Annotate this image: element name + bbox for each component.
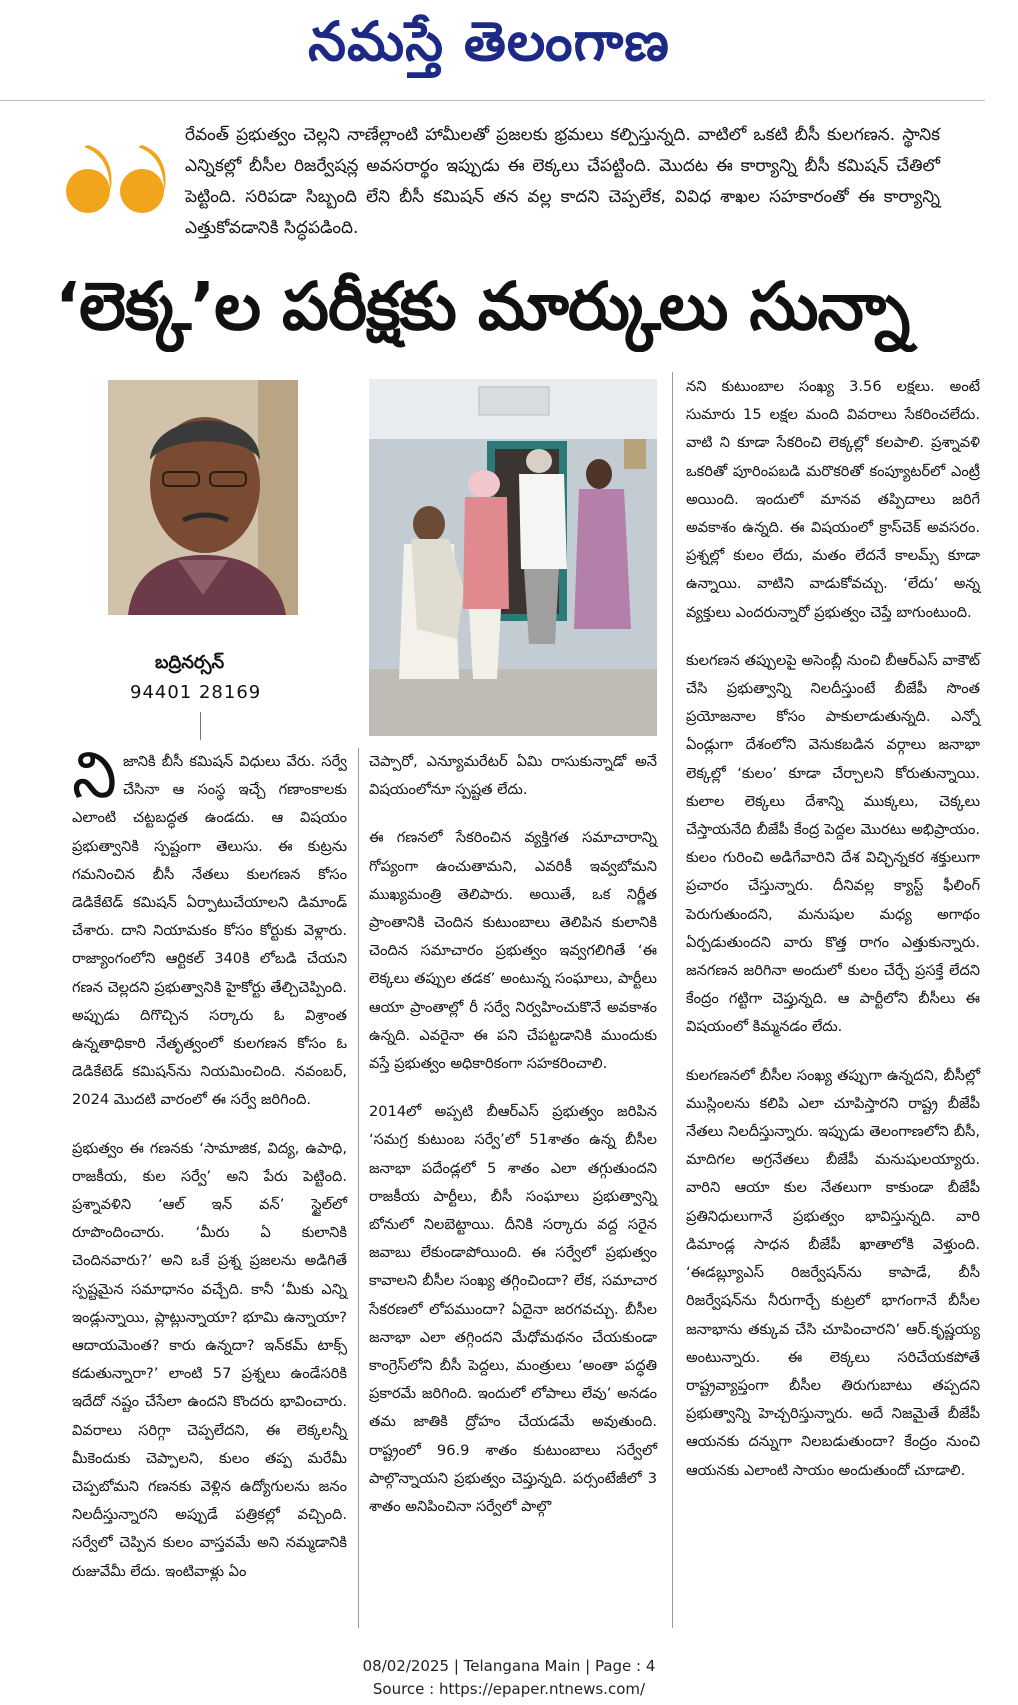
- drop-cap: ని: [72, 739, 117, 813]
- column-2-paragraph-2: ఈ గణనలో సేకరించిన వ్యక్తిగత సమాచారాన్ని గోప్యంగా ఉంచుతామని, ఎవరికీ ఇవ్వబోమని ముఖ్యమంత్రి తెలిపారు. అయితే, ఒక నిర్ణీత ప్రాంతానికి చెందిన కుటుంబాలు తెలిపిన కులానికి చెందిన సమాచారం ప్రభుత్వం ఇవ్వగలిగితే ‘ఈ లెక్కలు తప్పుల తడక’ అంటున్న సంఘాలు, పార్టీలు ఆయా ప్రాంతాల్లో రీ సర్వే నిర్వహించుకొనే అవకాశం ఉన్నది. ఎవరైనా ఈ పని చేపట్టడానికి ముందుకు వస్తే ప్రభుత్వం అధికారికంగా సహకరించాలి.: [369, 829, 657, 1073]
- survey-photo: [369, 379, 657, 736]
- footer-source: Source : https://epaper.ntnews.com/: [372, 1680, 646, 1698]
- column-1-paragraph-2: ప్రభుత్వం ఈ గణనకు ‘సామాజిక, విద్య, ఉపాధి, రాజకీయ, కుల సర్వే’ అని పేరు పెట్టింది. ప్రశ్నావళిని ‘ఆల్ ఇన్ వన్’ స్టైల్‌లో రూపొందించారు. ‘మీరు ఏ కులానికి చెందినవారు?’ అని ఒకే ప్రశ్న ప్రజలను అడిగితే స్పష్టమైన సమాధానం వచ్చేది. కానీ ‘మీకు ఎన్ని ఇండ్లున్నాయి, ప్లాట్లున్నాయా? భూమి ఉన్నాయా? ఆదాయమెంత? కారు ఉన్నదా? ఇన్‌కమ్ టాక్స్ కడుతున్నారా?’ లాంటి 57 ప్రశ్నలు ఉండేసరికి ఇదేదో నష్టం చేసేలా ఉందని కొందరు భావించారు. వివరాలు సరిగ్గా చెప్పలేదని, ఈ లెక్కలన్నీ మీకెందుకు చెప్పాలని, కులం తప్ప మరేమీ చెప్పబోమని గణనకు వెళ్లిన ఉద్యోగులను జనం నిలదీస్తున్నారని అప్పుడే పత్రికల్లో వచ్చింది. సర్వేలో చెప్పిన కులం వాస్తవమే అని నమ్మడానికి రుజువేమీ లేదు. ఇంటివాళ్లు ఏం: [72, 1139, 347, 1580]
- masthead-divider: [0, 100, 985, 101]
- intro-pullquote: రేవంత్ ప్రభుత్వం చెల్లని నాణేల్లాంటి హామీలతో ప్రజలకు భ్రమలు కల్పిస్తున్నది. వాటిలో ఒకటి బీసీ కులగణన. స్థానిక ఎన్నికల్లో బీసీల రిజర్వేషన్ల అవసరార్థం ఇప్పుడు ఈ లెక్కలు చేపట్టింది. మొదట ఈ కార్యాన్ని బీసీ కమిషన్ చేతిలో పెట్టింది. సరిపడా సిబ్బంది లేని బీసీ కమిషన్ తన వల్ల కాదని చెప్పలేక, వివిధ శాఖల సహకారంతో ఈ కార్యాన్ని ఎత్తుకోవడానికి సిద్ధపడింది.: [185, 125, 940, 238]
- quote-icon: [66, 145, 166, 215]
- column-3: [686, 373, 980, 1485]
- author-divider: [200, 712, 201, 740]
- column-1-paragraph-1: జానికి బీసీ కమిషన్ విధులు వేరు. సర్వే చేసినా ఆ సంస్థ ఇచ్చే గణాంకాలకు ఎలాంటి చట్టబద్ధత ఉండదు. ఆ విషయం ప్రభుత్వానికి స్పష్టంగా తెలుసు. ఈ కుట్రను గమనించిన బీసీ నేతలు కులగణన కోసం డెడికేటెడ్ కమిషన్ ఏర్పాటుచేయాలని డిమాండ్ చేశారు. దాని నియామకం కోసం కోర్టుకు వెళ్లారు. రాజ్యాంగంలోని ఆర్టికల్ 340కి లోబడి చేయని గణన చెల్లదని ప్రభుత్వానికి హైకోర్టు తేల్చిచెప్పింది. అప్పుడు దిగొచ్చిన సర్కారు ఓ విశ్రాంత ఉన్నతాధికారి నేతృత్వంలో కులగణన కోసం ఓ డెడికేటెడ్ కమిషన్‌ను నియమించింది. నవంబర్, 2024 మొదటి వారంలో ఈ సర్వే జరిగింది.: [72, 753, 347, 1109]
- article-headline: ‘లెక్క’ల పరీక్షకు మార్కులు సున్నా: [55, 268, 910, 345]
- footer-edition-info: 08/02/2025 | Telangana Main | Page : 4: [362, 1657, 656, 1675]
- author-photo: [108, 380, 298, 615]
- author-phone: 94401 28169: [130, 682, 262, 703]
- column-2-paragraph-3: 2014లో అప్పటి బీఆర్‌ఎస్ ప్రభుత్వం జరిపిన ‘సమగ్ర కుటుంబ సర్వే’లో 51శాతం ఉన్న బీసీల జనాభా పదేండ్లలో 5 శాతం ఎలా తగ్గుతుందని రాజకీయ పార్టీలు, బీసీ సంఘాలు ప్రభుత్వాన్ని బోనులో నిలబెట్టాయి. దీనికి సర్కారు వద్ద సరైన జవాబు లేకుండాపోయింది. ఈ సర్వేలో ప్రభుత్వం కావాలని బీసీల సంఖ్య తగ్గించిందా? లేక, సమాచార సేకరణలో లోపముందా? ఏదైనా జరగవచ్చు. బీసీల జనాభా ఎలా తగ్గిందని మేధోమథనం చేయకుండా కాంగ్రెస్‌లోని బీసీ పెద్దలు, మంత్రులు ‘అంతా పద్ధతి ప్రకారమే జరిగింది. ఇందులో లోపాలు లేవు’ అనడం తమ జాతికి ద్రోహం చేయడమే అవుతుంది. రాష్ట్రంలో 96.9 శాతం కుటుంబాలు సర్వేలో పాల్గొన్నాయని ప్రభుత్వం చెప్తున్నది. పర్సంటేజీలో 3 శాతం అనిపించినా సర్వేలో పాల్గొ: [369, 1103, 657, 1516]
- column-3-paragraph-2: కులగణన తప్పులపై అసెంబ్లీ నుంచి బీఆర్‌ఎస్ వాకౌట్ చేసి ప్రభుత్వాన్ని నిలదీస్తుంటే బీజేపీ సొంత ప్రయోజనాల కోసం పాకులాడుతున్నది. ఎన్నో ఏండ్లుగా దేశంలోని వెనుకబడిన వర్గాలు జనాభా లెక్కల్లో ‘కులం’ కూడా చేర్చాలని కోరుతున్నాయి. కులాల లెక్కలు దేశాన్ని ముక్కలు, చెక్కలు చేస్తాయనేది బీజేపీ కేంద్ర పెద్దల మొరటు అభిప్రాయం. కులం గురించి అడిగేవారిని దేశ విచ్ఛిన్నకర శక్తులుగా ప్రచారం చేస్తున్నారు. దీనివల్ల క్యాస్ట్ ఫీలింగ్ పెరుగుతుందని, మనుషుల మధ్య అగాథం ఏర్పడుతుందని వారు కొత్త రాగం ఎత్తుకున్నారు. జనగణన జరిగినా అందులో కులం చేర్చే ప్రసక్తే లేదని కేంద్రం గట్టిగా చెప్తున్నది. ఆ పార్టీలోని బీసీలు ఈ విషయంలో కిమ్మనడం లేదు.: [686, 651, 980, 1036]
- column-1: [72, 739, 347, 1586]
- column-divider: [672, 372, 673, 1628]
- column-3-paragraph-1: నని కుటుంబాల సంఖ్య 3.56 లక్షలు. అంటే సుమారు 15 లక్షల మంది వివరాలు సేకరించలేదు. వాటి ని కూడా సేకరించి లెక్కల్లో కలపాలి. ప్రశ్నావళి ఒకరితో పూరింపబడి మరొకరితో కంప్యూటర్‌లో ఎంట్రీ అయింది. ఇందులో మానవ తప్పిదాలు జరిగే అవకాశం ఉన్నది. ఈ విషయంలో క్రాస్‌చెక్ అవసరం. ప్రశ్నల్లో కులం లేదు, మతం లేదనే కాలమ్స్ కూడా ఉన్నాయి. వాటిని వాడుకోవచ్చు. ‘లేదు’ అన్న వ్యక్తులు ఎందరున్నారో ప్రభుత్వం చెప్తే బాగుంటుంది.: [686, 378, 980, 621]
- masthead: [0, 0, 1018, 100]
- column-2: [369, 748, 657, 1521]
- column-2-paragraph-1: చెప్పారో, ఎన్యూమరేటర్ ఏమి రాసుకున్నాడో అనే విషయంలోనూ స్పష్టత లేదు.: [369, 753, 657, 799]
- column-divider: [358, 748, 359, 1628]
- newspaper-logo: నమస్తే తెలంగాణ: [308, 10, 670, 73]
- column-3-paragraph-3: కులగణనలో బీసీల సంఖ్య తప్పుగా ఉన్నదని, బీసీల్లో ముస్లింలను కలిపి ఎలా చూపిస్తారని రాష్ట్ర బీజేపీ నేతలు నిలదీస్తున్నారు. ఇప్పుడు తెలంగాణలోని బీసీ, మాదిగల అగ్రనేతలు బీజేపీ మనుషులయ్యారు. వారిని ఆయా కుల నేతలుగా కాకుండా బీజేపీ ప్రతినిధులుగానే ప్రభుత్వం భావిస్తున్నది. వారి డిమాండ్ల సాధన బీజేపీ ఖాతాలోకి వెళ్తుంది. ‘ఈడబ్ల్యూఎస్ రిజర్వేషన్‌ను కాపాడే, బీసీ రిజర్వేషన్‌ను నీరుగార్చే కుట్రలో భాగంగానే బీసీల జనాభాను తక్కువ చేసి చూపించారని’ ఆర్.కృష్ణయ్య అంటున్నారు. ఈ లెక్కలు సరిచేయకపోతే రాష్ట్రవ్యాప్తంగా బీసీల తిరుగుబాటు తప్పదని ప్రభుత్వాన్ని హెచ్చరిస్తున్నారు. అదే నిజమైతే బీజేపీ ఆయనకు దన్నుగా నిలబడుతుందా? కేంద్రం నుంచి ఆయనకు ఎలాంటి సాయం అందుతుందో చూడాలి.: [686, 1066, 980, 1479]
- author-name: బద్రినర్సన్: [155, 652, 225, 673]
